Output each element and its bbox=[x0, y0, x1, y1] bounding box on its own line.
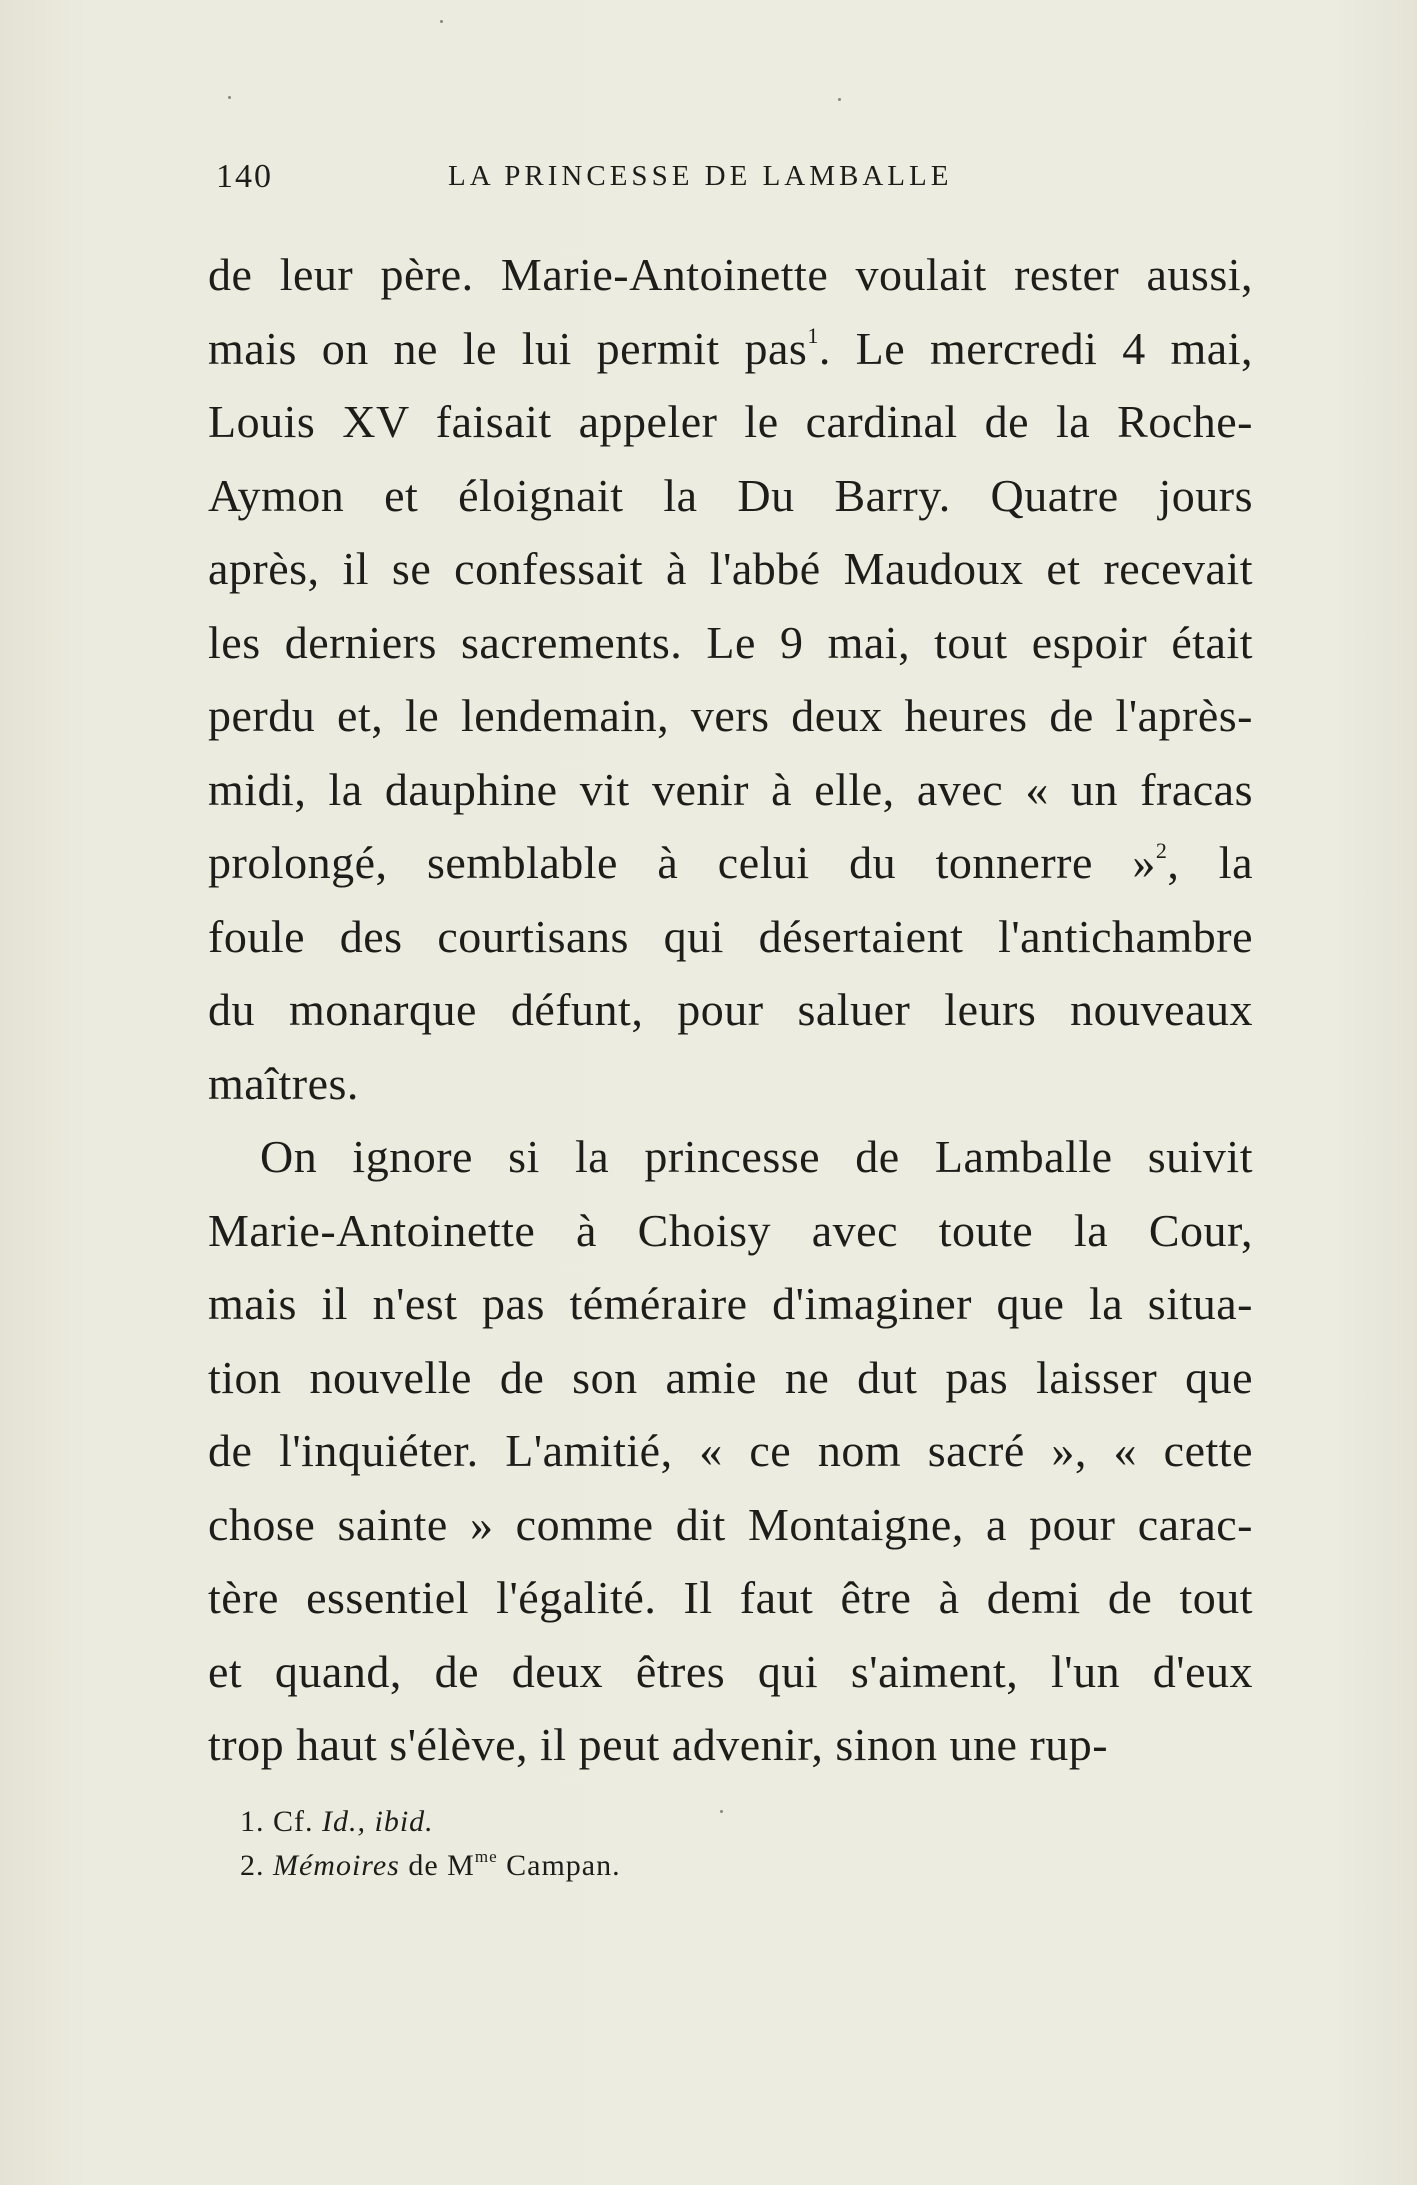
line-text: chose sainte » comme dit Montaigne, a pour carac- bbox=[208, 1498, 1253, 1550]
line-text: prolongé, semblable à celui du tonnerre » bbox=[208, 837, 1156, 888]
line-text: et quand, de deux êtres qui s'aiment, l'un d'eux bbox=[208, 1645, 1253, 1697]
page-number: 140 bbox=[216, 158, 273, 195]
line-text: perdu et, le lendemain, vers deux heures de l'après- bbox=[208, 690, 1253, 741]
line-text: les derniers sacrements. Le 9 mai, tout espoir était bbox=[208, 616, 1253, 668]
text-line bbox=[208, 238, 1253, 312]
footnote-text: de M bbox=[399, 1849, 475, 1882]
text-line bbox=[208, 826, 1253, 900]
text-line bbox=[208, 973, 1253, 1047]
line-text: foule des courtisans qui désertaient l'antichambre bbox=[208, 910, 1253, 962]
line-text: tère essentiel l'égalité. Il faut être à demi de tout bbox=[208, 1572, 1253, 1623]
text-line bbox=[208, 1561, 1253, 1635]
footnote-italic: Mémoires bbox=[273, 1849, 400, 1882]
text-line bbox=[208, 312, 1253, 386]
footnotes bbox=[240, 1800, 1140, 1888]
footnote-ref: 1 bbox=[807, 323, 819, 349]
text-line bbox=[208, 385, 1253, 459]
line-text: Marie-Antoinette à Choisy avec toute la Cour, bbox=[208, 1204, 1253, 1256]
line-text: midi, la dauphine vit venir à elle, avec « un fracas bbox=[208, 763, 1253, 815]
text-line bbox=[208, 900, 1253, 974]
line-text: de leur père. Marie-Antoinette voulait rester aussi, bbox=[208, 249, 1253, 300]
text-line bbox=[208, 532, 1253, 606]
body-text bbox=[208, 238, 1253, 1782]
text-line bbox=[208, 1635, 1253, 1709]
line-text-after: , la bbox=[1167, 837, 1254, 888]
footnote-ref: 2 bbox=[1155, 837, 1168, 863]
text-line bbox=[208, 1194, 1253, 1268]
text-line bbox=[208, 1267, 1253, 1341]
line-text: Aymon et éloignait la Du Barry. Quatre jours bbox=[208, 469, 1253, 521]
text-line bbox=[208, 1047, 1253, 1121]
line-text: tion nouvelle de son amie ne dut pas laisser que bbox=[208, 1351, 1253, 1403]
footnote bbox=[240, 1800, 1140, 1844]
line-text: On ignore si la princesse de Lamballe suivit bbox=[260, 1131, 1253, 1182]
line-text-after: . Le mercredi 4 mai, bbox=[818, 322, 1253, 374]
text-line bbox=[208, 679, 1253, 753]
line-text: après, il se confessait à l'abbé Maudoux et recevait bbox=[208, 543, 1253, 594]
paper-speck bbox=[720, 1810, 723, 1813]
footnote-superscript: me bbox=[474, 1847, 498, 1866]
footnote-text: Campan. bbox=[497, 1849, 621, 1882]
line-text: maîtres. bbox=[208, 1057, 359, 1109]
line-text: trop haut s'élève, il peut advenir, sinon une rup- bbox=[208, 1719, 1109, 1770]
footnote-number: 1. bbox=[240, 1805, 265, 1838]
text-line bbox=[208, 1708, 1253, 1782]
line-text: mais il n'est pas téméraire d'imaginer que la situa- bbox=[208, 1278, 1253, 1329]
line-text: du monarque défunt, pour saluer leurs nouveaux bbox=[208, 984, 1253, 1035]
text-line bbox=[208, 459, 1253, 533]
running-title: LA PRINCESSE DE LAMBALLE bbox=[448, 160, 953, 192]
paper-speck bbox=[838, 98, 841, 101]
paper-speck bbox=[440, 20, 443, 23]
text-line bbox=[208, 1341, 1253, 1415]
text-line bbox=[208, 1120, 1253, 1194]
text-line bbox=[208, 1488, 1253, 1562]
line-text: de l'inquiéter. L'amitié, « ce nom sacré », « cette bbox=[208, 1425, 1253, 1476]
footnote-text: Cf. bbox=[273, 1805, 314, 1838]
line-text: mais on ne le lui permit pas bbox=[208, 322, 808, 374]
footnote-number: 2. bbox=[240, 1849, 265, 1882]
text-line bbox=[208, 753, 1253, 827]
footnote bbox=[240, 1844, 1140, 1888]
text-line bbox=[208, 1414, 1253, 1488]
text-line bbox=[208, 606, 1253, 680]
paper-speck bbox=[228, 96, 231, 99]
running-head bbox=[216, 158, 1036, 198]
line-text: Louis XV faisait appeler le cardinal de la Roche- bbox=[208, 396, 1253, 447]
footnote-italic: Id., ibid. bbox=[322, 1805, 434, 1838]
